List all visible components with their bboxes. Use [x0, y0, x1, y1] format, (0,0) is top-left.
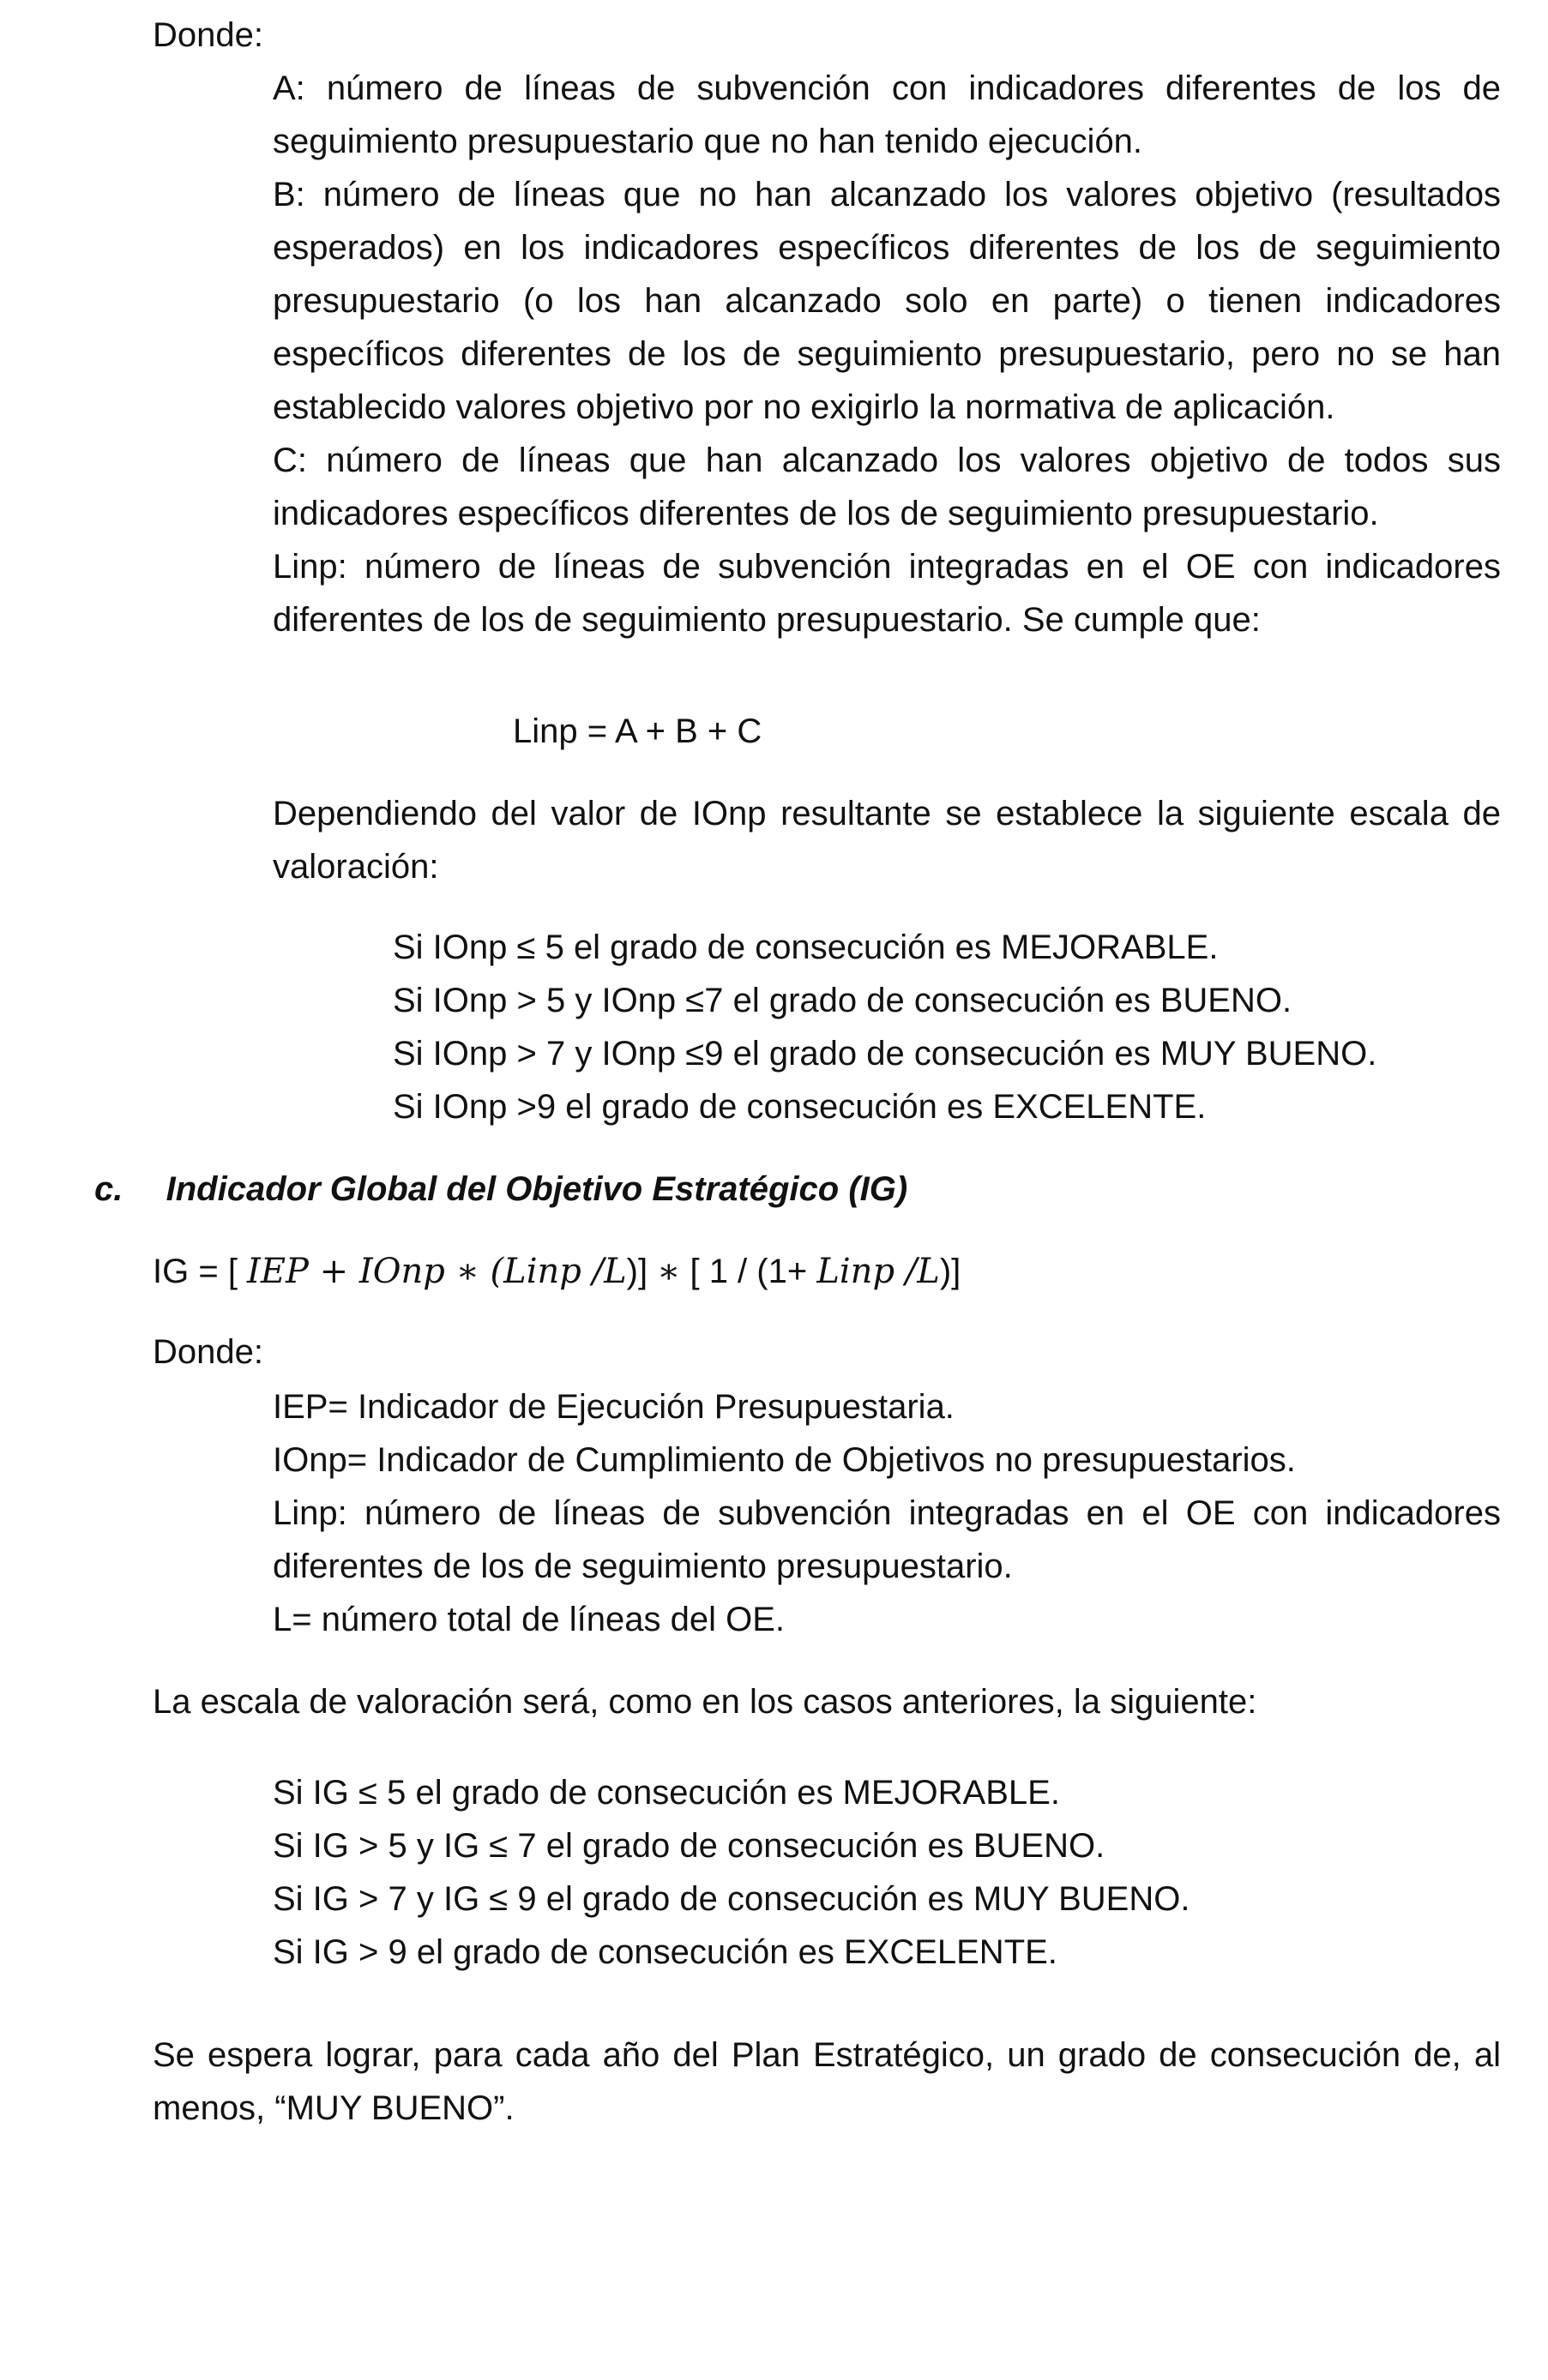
definition-l: L= número total de líneas del OE. [273, 1601, 786, 1638]
definition-b: B: número de líneas que no han alcanzado los valores objetivo (resultados esperados) en los indicadores específicos diferentes de los de seguimiento presupuestario (o los han alcanzado solo en parte) o tienen indicadores específicos diferentes de los de seguimiento presupuestario, pero no se han establecido valores objetivo por no exigirlo la normativa de aplicación. [273, 176, 1501, 426]
definition-linp-2: Linp: número de líneas de subvención integradas en el OE con indicadores diferentes de los de seguimiento presupuestario. [273, 1494, 1501, 1585]
ig-formula-lhs: IG = [ [153, 1253, 248, 1290]
ig-formula-times: ∗ ( [444, 1252, 504, 1291]
ig-formula-close: )] [939, 1253, 961, 1290]
ig-scale-item: Si IG ≤ 5 el grado de consecución es MEJORABLE. [273, 1774, 1060, 1812]
definition-iep: IEP= Indicador de Ejecución Presupuestaria. [273, 1388, 955, 1426]
ig-formula-plus: + [308, 1252, 359, 1291]
ionp-scale-item: Si IOnp >9 el grado de consecución es EXCELENTE. [393, 1088, 1207, 1126]
definition-c: C: número de líneas que han alcanzado los valores objetivo de todos sus indicadores específicos diferentes de los de seguimiento presupuestario. [273, 442, 1501, 532]
linp-formula: Linp = A + B + C [513, 712, 762, 750]
ionp-scale-item: Si IOnp > 5 y IOnp ≤7 el grado de consecución es BUENO. [393, 982, 1292, 1019]
ig-formula-l: L [917, 1252, 940, 1291]
scale-intro-ionp: Dependiendo del valor de IOnp resultante se establece la siguiente escala de valoración: [273, 795, 1501, 886]
ig-formula-linp: Linp [816, 1252, 895, 1291]
section-c-heading [94, 1163, 907, 1216]
ig-formula-ionp: IOnp [358, 1252, 445, 1291]
ig-scale-list [273, 1766, 1190, 1979]
ig-formula-iep: IEP [247, 1252, 309, 1291]
section-c-letter: c. [94, 1170, 123, 1208]
ig-scale-item: Si IG > 5 y IG ≤ 7 el grado de consecución es BUENO. [273, 1827, 1105, 1865]
ig-formula-close: )] [626, 1253, 658, 1290]
ionp-scale-item: Si IOnp > 7 y IOnp ≤9 el grado de consecución es MUY BUENO. [393, 1035, 1377, 1073]
section-c-title: Indicador Global del Objetivo Estratégico (IG) [166, 1170, 908, 1208]
ig-formula-times: ∗ [657, 1252, 681, 1291]
definition-ionp: IOnp= Indicador de Cumplimiento de Objetivos no presupuestarios. [273, 1441, 1296, 1479]
ig-scale-item: Si IG > 7 y IG ≤ 9 el grado de consecución es MUY BUENO. [273, 1880, 1190, 1918]
ig-formula-linp: Linp [503, 1252, 581, 1291]
ig-formula-slash: / [894, 1252, 918, 1291]
ig-formula-mid: [ 1 / (1+ [680, 1253, 817, 1290]
scale-intro-ig: La escala de valoración será, como en los casos anteriores, la siguiente: [153, 1683, 1257, 1721]
ig-formula-l: L [604, 1252, 627, 1291]
ionp-scale-list [393, 921, 1376, 1133]
ionp-scale-item: Si IOnp ≤ 5 el grado de consecución es MEJORABLE. [393, 929, 1219, 966]
definition-a: A: número de líneas de subvención con indicadores diferentes de los de seguimiento presupuestario que no han tenido ejecución. [273, 69, 1501, 160]
definition-linp: Linp: número de líneas de subvención integradas en el OE con indicadores diferentes de los de seguimiento presupuestario. Se cumple que: [273, 548, 1501, 639]
closing-paragraph: Se espera lograr, para cada año del Plan Estratégico, un grado de consecución de, al menos, “MUY BUENO”. [153, 2036, 1501, 2127]
ig-formula-slash: / [581, 1252, 605, 1291]
donde-label-1: Donde: [153, 16, 263, 54]
ig-formula [153, 1245, 961, 1298]
ig-scale-item: Si IG > 9 el grado de consecución es EXCELENTE. [273, 1933, 1057, 1971]
donde-label-2: Donde: [153, 1333, 263, 1371]
